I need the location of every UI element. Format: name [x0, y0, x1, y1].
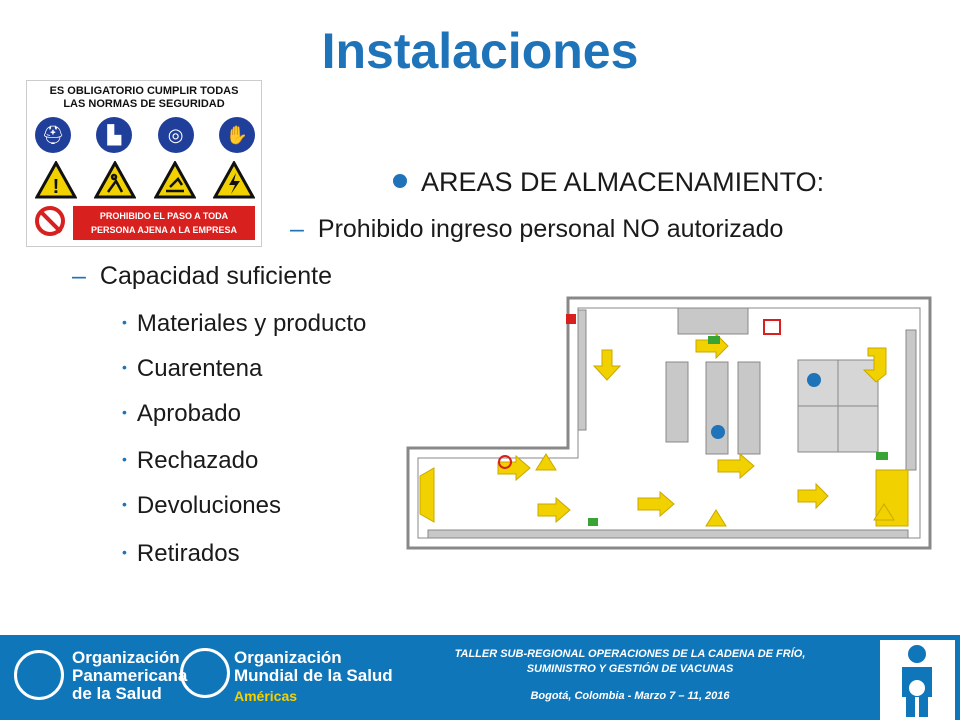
- warning-slip-icon: [154, 161, 196, 199]
- bullet-icon: •: [122, 359, 127, 375]
- bullet-icon: •: [122, 314, 127, 330]
- svg-text:!: !: [52, 176, 60, 198]
- paho-name: [72, 649, 187, 703]
- warehouse-floor-plan: [398, 290, 938, 565]
- sub-bullet-capacity-text: Capacidad suficiente: [99, 262, 332, 290]
- who-line2: Mundial de la Salud: [234, 666, 393, 685]
- helmet-icon: ⛑: [35, 117, 71, 153]
- bullet-icon: •: [122, 404, 127, 420]
- who-emblem-logo-icon: [180, 648, 230, 698]
- paho-line1: Organización: [72, 648, 180, 667]
- bullet-storage-areas-text: AREAS DE ALMACENAMIENTO:: [421, 167, 825, 197]
- list-item-text: Devoluciones: [136, 492, 281, 519]
- event-title-line1: TALLER SUB-REGIONAL OPERACIONES DE LA CADENA DE FRÍO,: [454, 648, 806, 660]
- list-item: [122, 540, 240, 568]
- bullet-icon: •: [122, 496, 127, 512]
- safety-sign-image: [26, 80, 262, 247]
- prohibited-text: [73, 206, 255, 240]
- who-line1: Organización: [234, 648, 342, 667]
- paho-globe-logo-icon: [14, 650, 64, 700]
- warning-general-icon: [35, 161, 77, 199]
- dash-icon: –: [290, 215, 304, 243]
- sign-header-line1: ES OBLIGATORIO CUMPLIR TODAS: [49, 85, 239, 97]
- list-item-text: Rechazado: [136, 447, 259, 474]
- prohibit-line2: PERSONA AJENA A LA EMPRESA: [90, 225, 238, 235]
- bullet-icon: •: [122, 451, 127, 467]
- sub-bullet-restricted: [290, 215, 783, 244]
- sign-header-line2: LAS NORMAS DE SEGURIDAD: [63, 98, 225, 110]
- ear-protection-icon: ◎: [158, 117, 194, 153]
- list-item-text: Materiales y producto: [136, 310, 367, 337]
- sub-bullet-restricted-text: Prohibido ingreso personal NO autorizado: [317, 215, 784, 243]
- person-logo-icon: [880, 640, 955, 720]
- paho-line3: de la Salud: [72, 684, 162, 703]
- prohibited-entry-banner: [35, 206, 255, 240]
- bullet-icon: •: [122, 544, 127, 560]
- bullet-dot-icon: [393, 174, 407, 188]
- warning-trip-icon: [94, 161, 136, 199]
- list-item-text: Aprobado: [136, 400, 241, 427]
- who-name: [234, 649, 393, 705]
- list-item-text: Retirados: [136, 540, 240, 567]
- no-entry-icon: [35, 206, 65, 236]
- sub-bullet-capacity: [72, 262, 332, 291]
- list-item: [122, 310, 366, 338]
- warning-electric-icon: [213, 161, 255, 199]
- prohibit-line1: PROHIBIDO EL PASO A TODA: [99, 211, 229, 221]
- slide-title: Instalaciones: [321, 23, 639, 79]
- bullet-storage-areas: [393, 167, 824, 198]
- list-item: [122, 447, 258, 475]
- warning-icons-row: [35, 161, 255, 199]
- list-item: [122, 355, 262, 383]
- dash-icon: –: [72, 262, 86, 290]
- paho-line2: Panamericana: [72, 666, 188, 685]
- gloves-icon: ✋: [219, 117, 255, 153]
- list-item: [122, 492, 281, 520]
- boots-icon: ▙: [96, 117, 132, 153]
- list-item-text: Cuarentena: [136, 355, 263, 382]
- event-title-line2: SUMINISTRO Y GESTIÓN DE VACUNAS: [526, 663, 734, 675]
- ppe-icons-row: [35, 117, 255, 153]
- list-item: [122, 400, 241, 428]
- who-region: Américas: [234, 688, 298, 704]
- event-location-date: Bogotá, Colombia - Marzo 7 – 11, 2016: [530, 690, 730, 702]
